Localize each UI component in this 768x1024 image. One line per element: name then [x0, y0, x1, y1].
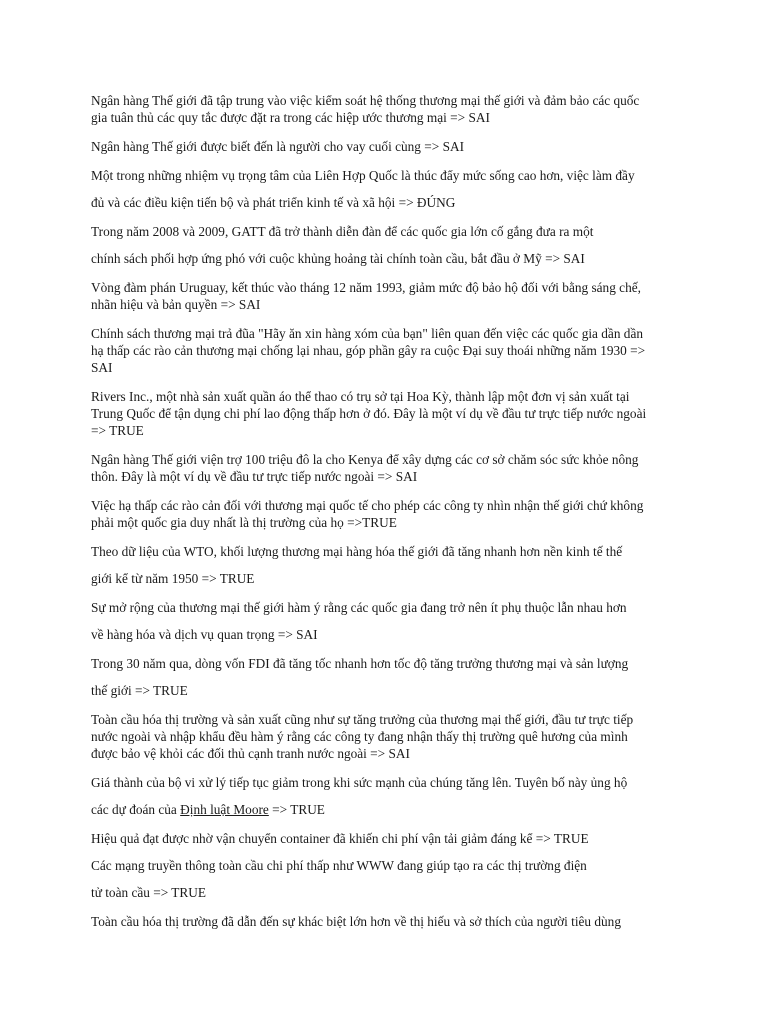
moore-suffix: => TRUE	[268, 802, 325, 817]
text-line: đủ và các điều kiện tiến bộ và phát triển kinh tế và xã hội => ĐÚNG	[91, 195, 456, 210]
text-line: Trong 30 năm qua, dòng vốn FDI đã tăng tốc nhanh hơn tốc độ tăng trưởng thương mại và sản lượng	[91, 656, 629, 671]
text-line: SAI	[91, 360, 113, 375]
moore-prefix: các dự đoán của	[91, 802, 181, 817]
text-line: Trong năm 2008 và 2009, GATT đã trở thành diễn đàn để các quốc gia lớn cố gắng đưa ra một	[91, 224, 594, 239]
text-line: hạ thấp các rào cản thương mại chống lại nhau, góp phần gây ra cuộc Đại suy thoái những năm 1930 =>	[91, 343, 646, 358]
text-line: => TRUE	[91, 423, 144, 438]
text-line: tử toàn cầu => TRUE	[91, 885, 207, 900]
text-line: phải một quốc gia duy nhất là thị trường của họ =>TRUE	[91, 515, 397, 530]
text-line: Việc hạ thấp các rào cản đối với thương mại quốc tế cho phép các công ty nhìn nhận thế giới chứ không	[91, 498, 644, 513]
text-line: được bảo vệ khỏi các đối thủ cạnh tranh nước ngoài => SAI	[91, 746, 410, 761]
text-line: nhãn hiệu và bản quyền => SAI	[91, 297, 261, 312]
text-line: Rivers Inc., một nhà sản xuất quần áo thể thao có trụ sở tại Hoa Kỳ, thành lập một đơn vị sản xuất tại	[91, 389, 630, 404]
text-line: Toàn cầu hóa thị trường và sản xuất cũng như sự tăng trưởng của thương mại thế giới, đầu tư trực tiếp	[91, 712, 634, 727]
text-line: chính sách phối hợp ứng phó với cuộc khủng hoảng tài chính toàn cầu, bắt đầu ở Mỹ => SAI	[91, 251, 585, 266]
text-line: Vòng đàm phán Uruguay, kết thúc vào tháng 12 năm 1993, giảm mức độ bảo hộ đối với bằng sáng chế,	[91, 280, 641, 295]
moore-law-link[interactable]: Định luật Moore	[180, 802, 269, 817]
text-line: giới kể từ năm 1950 => TRUE	[91, 571, 255, 586]
text-line: Hiệu quả đạt được nhờ vận chuyển container đã khiến chi phí vận tải giảm đáng kể => TRUE	[91, 831, 589, 846]
text-line: nước ngoài và nhập khẩu đều hàm ý rằng các công ty đang nhận thấy thị trường quê hương của mình	[91, 729, 628, 744]
text-line: thế giới => TRUE	[91, 683, 188, 698]
text-line: Chính sách thương mại trả đũa "Hãy ăn xin hàng xóm của bạn" liên quan đến việc các quốc gia dần dần	[91, 326, 643, 341]
text-line: Các mạng truyền thông toàn cầu chi phí thấp như WWW đang giúp tạo ra các thị trường điện	[91, 858, 587, 873]
text-line: Giá thành của bộ vi xử lý tiếp tục giảm trong khi sức mạnh của chúng tăng lên. Tuyên bố này ủng hộ	[91, 775, 628, 790]
text-line: Ngân hàng Thế giới được biết đến là người cho vay cuối cùng => SAI	[91, 139, 465, 154]
text-line: thôn. Đây là một ví dụ về đầu tư trực tiếp nước ngoài => SAI	[91, 469, 418, 484]
text-line: Toàn cầu hóa thị trường đã dẫn đến sự khác biệt lớn hơn về thị hiếu và sở thích của người tiêu dùng	[91, 914, 621, 929]
text-line: về hàng hóa và dịch vụ quan trọng => SAI	[91, 627, 318, 642]
text-line: Trung Quốc để tận dụng chi phí lao động thấp hơn ở đó. Đây là một ví dụ về đầu tư trực tiếp nước ngoài	[91, 406, 647, 421]
text-line: gia tuân thủ các quy tắc được đặt ra trong các hiệp ước thương mại => SAI	[91, 110, 490, 125]
text-line: Ngân hàng Thế giới đã tập trung vào việc kiểm soát hệ thống thương mại thế giới và đảm bảo các quốc	[91, 93, 640, 108]
text-line: Sự mở rộng của thương mại thế giới hàm ý rằng các quốc gia đang trở nên ít phụ thuộc lẫn nhau hơn	[91, 600, 627, 615]
text-line: Ngân hàng Thế giới viện trợ 100 triệu đô la cho Kenya để xây dựng các cơ sở chăm sóc sức khỏe nông	[91, 452, 639, 467]
text-line: Theo dữ liệu của WTO, khối lượng thương mại hàng hóa thế giới đã tăng nhanh hơn nền kinh tế thế	[91, 544, 623, 559]
text-line: Một trong những nhiệm vụ trọng tâm của Liên Hợp Quốc là thúc đẩy mức sống cao hơn, việc làm đầy	[91, 168, 635, 183]
text-line-moore	[91, 802, 691, 818]
